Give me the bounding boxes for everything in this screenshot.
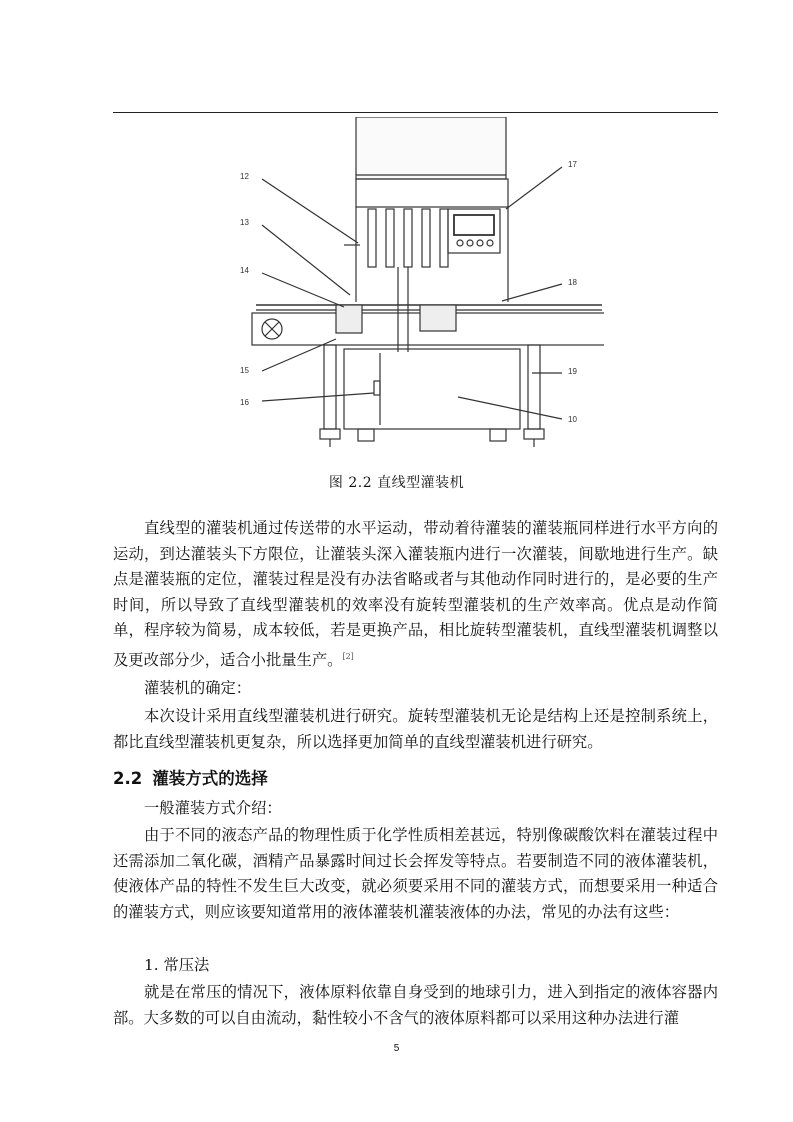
body-paragraph: 本次设计采用直线型灌装机进行研究。旋转型灌装机无论是结构上还是控制系统上，都比直线型灌装机更复杂，所以选择更加简单的直线型灌装机进行研究。 (113, 707, 718, 751)
callout-label: 18 (568, 278, 577, 287)
body-paragraph: 一般灌装方式介绍： (144, 799, 282, 817)
callout-label: 12 (240, 172, 249, 181)
callout-label: 17 (568, 160, 577, 169)
body-paragraph: 灌装机的确定： (144, 679, 252, 697)
page-number: 5 (393, 1043, 400, 1054)
filling-machine-drawing (232, 117, 604, 465)
paragraph-text: 直线型的灌装机通过传送带的水平运动，带动着待灌装的灌装瓶同样进行水平方向的运动，到达灌装头下方限位，让灌装头深入灌装瓶内进行一次灌装，间歇地进行生产。缺点是灌装瓶的定位，灌装过程是没有办法省略或者与其他动作同时进行的，是必要的生产时间，所以导致了直线型灌装机的效率没有旋转型灌装机的生产效率高。优点是动作简单，程序较为简易，成本较低，若是更换产品，相比旋转型灌装机，直线型灌装机调整以及更改部分少，适合小批量生产。 (113, 519, 718, 670)
callout-label: 16 (240, 398, 249, 407)
body-paragraph: 由于不同的液态产品的物理性质于化学性质相差甚远，特别像碳酸饮料在灌装过程中还需添加二氧化碳，酒精产品暴露时间过长会挥发等特点。若要制造不同的液体灌装机，使液体产品的特性不发生巨大改变，就必须要采用不同的灌装方式，而想要采用一种适合的灌装方式，则应该要知道常用的液体灌装机灌装液体的办法，常见的办法有这些： (113, 826, 718, 921)
section-heading (113, 765, 268, 789)
callout-label: 19 (568, 367, 577, 376)
callout-label: 14 (240, 266, 249, 275)
callout-label: 10 (568, 415, 577, 424)
filling-machine-figure (232, 117, 604, 465)
body-paragraph: 就是在常压的情况下，液体原料依靠自身受到的地球引力，进入到指定的液体容器内部。大多数的可以自由流动，黏性较小不含气的液体原料都可以采用这种办法进行灌 (113, 983, 718, 1027)
citation-ref: [2] (342, 651, 354, 661)
header-rule (113, 112, 718, 113)
body-paragraph (113, 516, 718, 674)
callout-label: 15 (240, 366, 249, 375)
section-title: 灌装方式的选择 (152, 769, 268, 788)
figure-caption: 图 2.2 直线型灌装机 (328, 475, 465, 491)
callout-label: 13 (240, 218, 249, 227)
section-number: 2.2 (113, 769, 143, 788)
list-item-heading: 1. 常压法 (144, 956, 210, 974)
